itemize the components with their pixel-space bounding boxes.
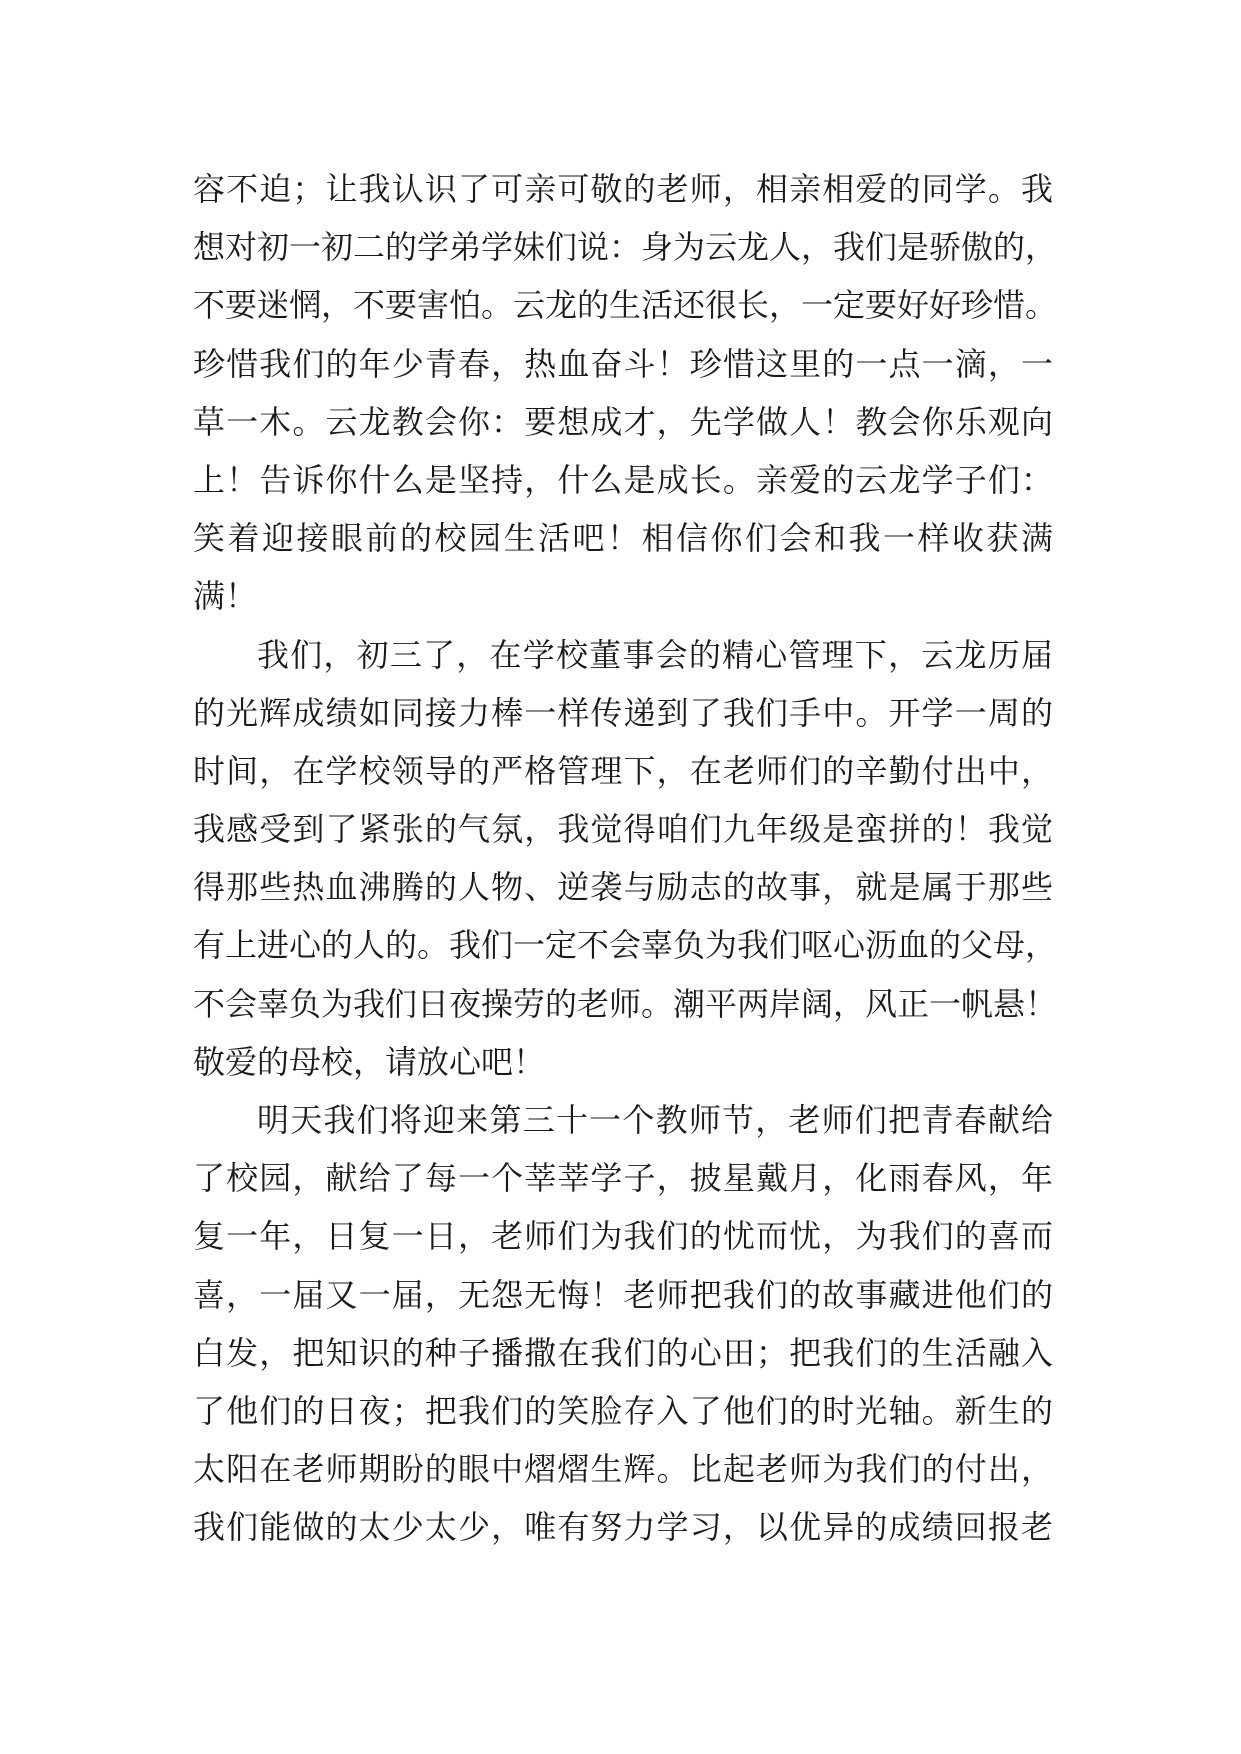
text-line: 了他们的日夜；把我们的笑脸存入了他们的时光轴。新生的 bbox=[193, 1391, 1053, 1430]
text-line: 的光辉成绩如同接力棒一样传递到了我们手中。开学一周的 bbox=[193, 693, 1053, 732]
text-line: 了校园，献给了每一个莘莘学子，披星戴月，化雨春风，年 bbox=[193, 1159, 1053, 1198]
text-line: 想对初一初二的学弟学妹们说：身为云龙人，我们是骄傲的， bbox=[193, 228, 1058, 267]
text-line: 珍惜我们的年少青春，热血奋斗！珍惜这里的一点一滴，一 bbox=[193, 344, 1053, 383]
text-line: 敬爱的母校，请放心吧！ bbox=[193, 1042, 546, 1081]
text-line: 不要迷惘，不要害怕。云龙的生活还很长，一定要好好珍惜。 bbox=[193, 286, 1058, 325]
text-line: 明天我们将迎来第三十一个教师节，老师们把青春献给 bbox=[257, 1101, 1053, 1139]
text-line: 太阳在老师期盼的眼中熠熠生辉。比起老师为我们的付出， bbox=[193, 1450, 1053, 1489]
text-line: 我感受到了紧张的气氛，我觉得咱们九年级是蛮拼的！我觉 bbox=[193, 810, 1053, 849]
text-line: 得那些热血沸腾的人物、逆袭与励志的故事，就是属于那些 bbox=[193, 868, 1053, 907]
paragraph-3 bbox=[193, 1091, 1053, 1557]
text-line: 喜，一届又一届，无怨无悔！老师把我们的故事藏进他们的 bbox=[193, 1275, 1053, 1314]
text-line: 时间，在学校领导的严格管理下，在老师们的辛勤付出中， bbox=[193, 751, 1053, 790]
text-line: 满！ bbox=[193, 577, 258, 616]
text-line: 草一木。云龙教会你：要想成才，先学做人！教会你乐观向 bbox=[193, 402, 1053, 441]
text-line: 有上进心的人的。我们一定不会辜负为我们呕心沥血的父母， bbox=[193, 926, 1058, 965]
text-line: 我们能做的太少太少，唯有努力学习，以优异的成绩回报老 bbox=[193, 1508, 1053, 1547]
text-line: 笑着迎接眼前的校园生活吧！相信你们会和我一样收获满 bbox=[193, 519, 1053, 558]
text-line: 复一年，日复一日，老师们为我们的忧而忧，为我们的喜而 bbox=[193, 1217, 1053, 1256]
text-line: 不会辜负为我们日夜操劳的老师。潮平两岸阔，风正一帆悬！ bbox=[193, 984, 1058, 1023]
text-line: 白发，把知识的种子播撒在我们的心田；把我们的生活融入 bbox=[193, 1333, 1053, 1372]
text-line: 上！告诉你什么是坚持，什么是成长。亲爱的云龙学子们： bbox=[193, 460, 1053, 499]
body-text bbox=[193, 160, 1058, 1557]
paragraph-2 bbox=[193, 626, 1058, 1092]
text-line: 我们，初三了，在学校董事会的精心管理下，云龙历届 bbox=[257, 635, 1053, 674]
paragraph-1 bbox=[193, 160, 1058, 626]
text-line: 容不迫；让我认识了可亲可敬的老师，相亲相爱的同学。我 bbox=[193, 170, 1053, 208]
